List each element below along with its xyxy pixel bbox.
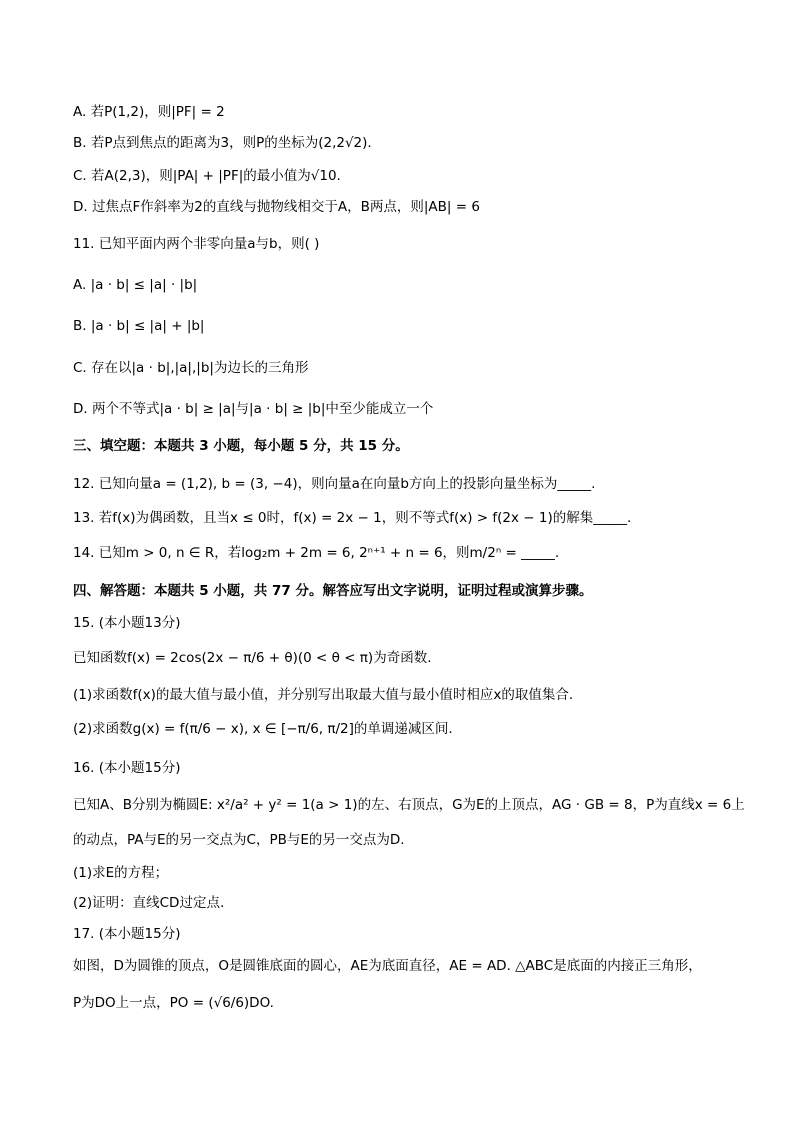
- question-17-stem-1: 如图，D为圆锥的顶点，O是圆锥底面的圆心，AE为底面直径，AE = AD. △ABC是底面的内接正三角形，: [73, 958, 702, 974]
- question-15-part-2: (2)求函数g(x) = f(π/6 − x), x ∈ [−π/6, π/2]的单调递减区间.: [73, 721, 453, 737]
- question-14: 14. 已知m > 0, n ∈ R，若log₂m + 2m = 6, 2ⁿ⁺¹ + n = 6，则m/2ⁿ = _____.: [73, 545, 560, 561]
- section-header-fill-blank: 三、填空题：本题共 3 小题，每小题 5 分，共 15 分。: [73, 438, 409, 454]
- question-16-stem-2: 的动点，PA与E的另一交点为C，PB与E的另一交点为D.: [73, 832, 405, 848]
- option-b-q10: B. 若P点到焦点的距离为3，则P的坐标为(2,2√2).: [73, 135, 372, 151]
- question-15-part-1: (1)求函数f(x)的最大值与最小值，并分别写出取最大值与最小值时相应x的取值集合.: [73, 687, 574, 703]
- question-12: 12. 已知向量a = (1,2), b = (3, −4)，则向量a在向量b方向上的投影向量坐标为_____.: [73, 476, 596, 492]
- option-a-q11: A. |a · b| ≤ |a| · |b|: [73, 277, 198, 293]
- section-header-solutions: 四、解答题：本题共 5 小题，共 77 分。解答应写出文字说明，证明过程或演算步骤。: [73, 583, 593, 599]
- option-a-q10: A. 若P(1,2)，则|PF| = 2: [73, 104, 225, 120]
- option-d-q11: D. 两个不等式|a · b| ≥ |a|与|a · b| ≥ |b|中至少能成立一个: [73, 401, 434, 417]
- question-15-stem: 已知函数f(x) = 2cos(2x − π/6 + θ)(0 < θ < π)为奇函数.: [73, 650, 432, 666]
- question-16-header: 16. (本小题15分): [73, 760, 181, 776]
- question-16-part-2: (2)证明：直线CD过定点.: [73, 895, 225, 911]
- option-d-q10: D. 过焦点F作斜率为2的直线与抛物线相交于A，B两点，则|AB| = 6: [73, 199, 480, 215]
- option-b-q11: B. |a · b| ≤ |a| + |b|: [73, 318, 205, 334]
- question-13: 13. 若f(x)为偶函数，且当x ≤ 0时，f(x) = 2x − 1，则不等式f(x) > f(2x − 1)的解集_____.: [73, 510, 632, 526]
- option-c-q10: C. 若A(2,3)，则|PA| + |PF|的最小值为√10.: [73, 168, 341, 184]
- question-16-stem-1: 已知A、B分别为椭圆E: x²/a² + y² = 1(a > 1)的左、右顶点，G为E的上顶点，AG · GB = 8，P为直线x = 6上: [73, 797, 745, 813]
- question-11: 11. 已知平面内两个非零向量a与b，则( ): [73, 236, 320, 252]
- question-17-header: 17. (本小题15分): [73, 926, 181, 942]
- question-16-part-1: (1)求E的方程；: [73, 865, 169, 881]
- option-c-q11: C. 存在以|a · b|,|a|,|b|为边长的三角形: [73, 360, 309, 376]
- question-17-stem-2: P为DO上一点，PO = (√6/6)DO.: [73, 995, 274, 1011]
- question-15-header: 15. (本小题13分): [73, 615, 181, 631]
